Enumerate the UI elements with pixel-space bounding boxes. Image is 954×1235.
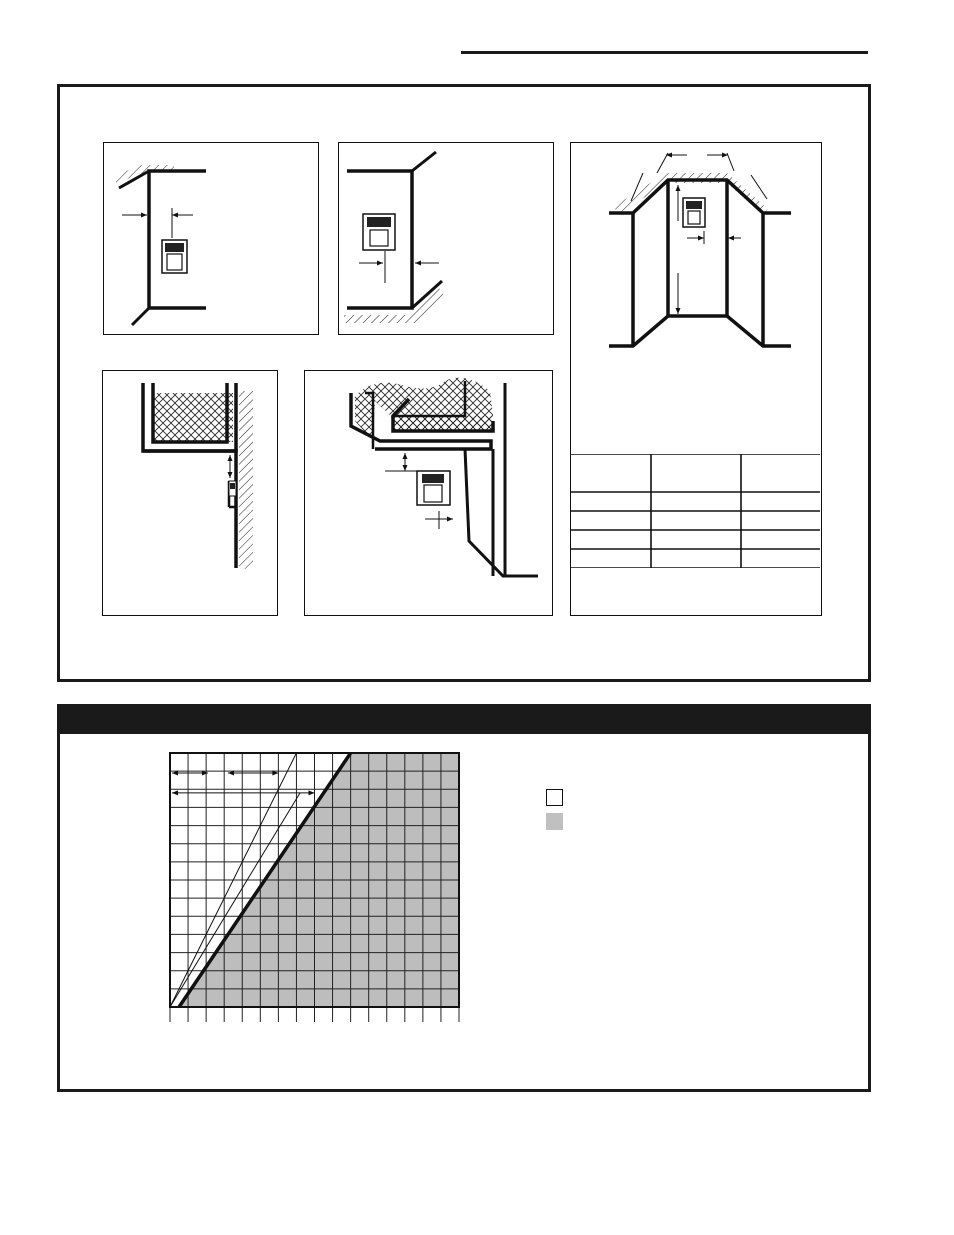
legend-swatch-white: [546, 789, 563, 806]
alcove-drawing: [571, 143, 820, 453]
clearance-table-grid: [571, 454, 820, 568]
diagram-alcove: [570, 142, 822, 616]
thermostat-icon: [363, 214, 395, 250]
diagram-corner-left: [103, 142, 319, 335]
corner-left-drawing: [104, 143, 317, 333]
chart-area: [160, 745, 470, 1030]
arrow-head-right: [309, 790, 315, 795]
thermostat-icon: [683, 198, 705, 227]
corner-right-drawing: [339, 143, 552, 333]
arrow-head-left: [172, 790, 178, 795]
diagram-under-mantel: [304, 370, 553, 616]
legend-swatch-shaded: [546, 813, 563, 830]
header-rule: [461, 51, 868, 54]
thermostat-icon: [417, 471, 450, 505]
diagram-corner-right: [338, 142, 554, 335]
diagram-under-shelf: [102, 370, 278, 616]
under-mantel-drawing: [305, 371, 551, 614]
under-shelf-drawing: [103, 371, 276, 614]
grid-chart: [160, 745, 470, 1030]
thermostat-icon: [162, 240, 187, 273]
clearance-table: [571, 454, 820, 568]
